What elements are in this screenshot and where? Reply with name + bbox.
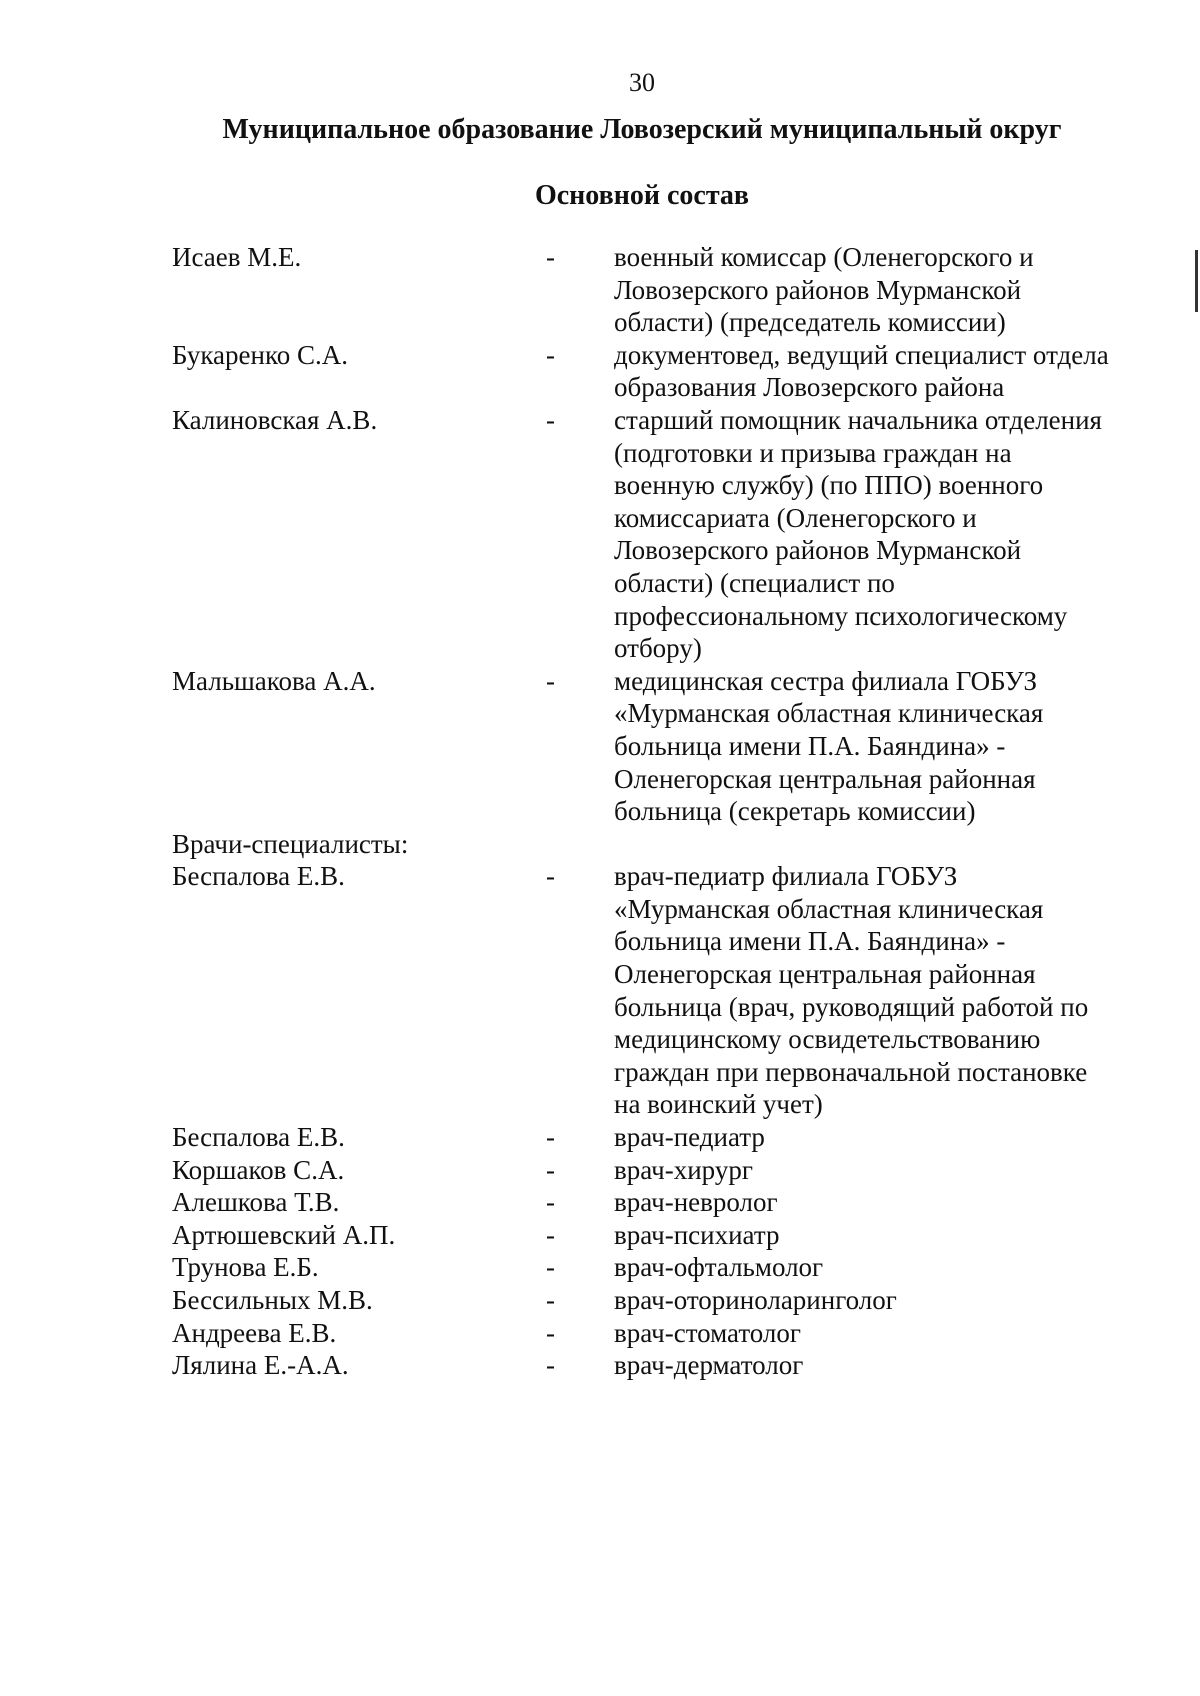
position-line: военную службу) (по ППО) военного xyxy=(614,470,1044,501)
position-line: медицинская сестра филиала ГОБУЗ xyxy=(614,665,1037,696)
position-line: Оленегорская центральная районная xyxy=(614,959,1036,990)
position-line: больница (секретарь комиссии) xyxy=(614,796,976,827)
member-name: Букаренко С.А. xyxy=(172,339,348,370)
member-row xyxy=(172,241,1172,339)
member-name: Лялина Е.-А.А. xyxy=(172,1350,349,1381)
member-position xyxy=(614,404,1172,665)
position-line: старший помощник начальника отделения xyxy=(614,404,1102,435)
position-line: «Мурманская областная клиническая xyxy=(614,893,1044,924)
document-title: Муниципальное образование Ловозерский муниципальный округ xyxy=(222,114,1062,145)
position-line: профессиональному психологическому xyxy=(614,600,1068,631)
doctor-row xyxy=(172,1121,1172,1154)
position-line: области) (председатель комиссии) xyxy=(614,307,1006,338)
position-line: (подготовки и призыва граждан на xyxy=(614,437,1012,468)
dash-separator: - xyxy=(546,1285,555,1315)
doctor-row xyxy=(172,1317,1172,1350)
member-position xyxy=(614,339,1172,404)
scan-edge-mark xyxy=(1195,250,1198,312)
position-line: на воинский учет) xyxy=(614,1089,823,1120)
dash-separator: - xyxy=(546,665,555,696)
member-name: Калиновская А.В. xyxy=(172,404,378,435)
member-name: Артюшевский А.П. xyxy=(172,1219,396,1250)
position-line: больница имени П.А. Баяндина» - xyxy=(614,730,1006,761)
member-position: врач-педиатр xyxy=(614,1122,765,1153)
member-position: врач-офтальмолог xyxy=(614,1252,824,1283)
member-row xyxy=(172,339,1172,404)
position-line: области) (специалист по xyxy=(614,567,895,598)
position-line: «Мурманская областная клиническая xyxy=(614,698,1044,729)
section-title: Основной состав xyxy=(534,180,750,211)
doctors-list xyxy=(172,1121,1172,1382)
position-line: Ловозерского районов Мурманской xyxy=(614,274,1022,305)
position-line: больница (врач, руководящий работой по xyxy=(614,991,1089,1022)
member-name: Трунова Е.Б. xyxy=(172,1252,319,1283)
position-line: Ловозерского районов Мурманской xyxy=(614,535,1022,566)
page-number: 30 xyxy=(629,68,655,97)
member-name: Беспалова Е.В. xyxy=(172,861,345,892)
member-position: врач-хирург xyxy=(614,1154,753,1185)
dash-separator: - xyxy=(546,861,555,892)
members-list xyxy=(172,241,1172,1382)
member-position: врач-дерматолог xyxy=(614,1350,804,1381)
doctor-row xyxy=(172,860,1172,1121)
position-line: больница имени П.А. Баяндина» - xyxy=(614,926,1006,957)
doctor-row xyxy=(172,1251,1172,1284)
member-name: Мальшакова А.А. xyxy=(172,665,376,696)
member-name: Коршаков С.А. xyxy=(172,1154,345,1185)
dash-separator: - xyxy=(546,1350,555,1381)
member-position: врач-оториноларинголог xyxy=(614,1285,897,1315)
position-line: документовед, ведущий специалист отдела xyxy=(614,339,1109,370)
position-line: граждан при первоначальной постановке xyxy=(614,1056,1088,1087)
member-position xyxy=(614,665,1172,828)
dash-separator: - xyxy=(546,1187,555,1218)
position-line: образования Ловозерского района xyxy=(614,372,1005,403)
member-name: Исаев М.Е. xyxy=(172,242,302,272)
dash-separator: - xyxy=(546,404,555,435)
member-position: врач-стоматолог xyxy=(614,1317,801,1348)
position-line: военный комиссар (Оленегорского и xyxy=(614,242,1034,272)
doctor-row xyxy=(172,1284,1172,1317)
dash-separator: - xyxy=(546,1219,555,1250)
member-row xyxy=(172,404,1172,665)
doctor-row xyxy=(172,1154,1172,1187)
member-position xyxy=(614,860,1172,1121)
dash-separator: - xyxy=(546,1317,555,1348)
member-row xyxy=(172,665,1172,828)
doctor-row xyxy=(172,1219,1172,1252)
dash-separator: - xyxy=(546,1252,555,1283)
dash-separator: - xyxy=(546,1122,555,1153)
position-line: Оленегорская центральная районная xyxy=(614,763,1036,794)
doctors-label: Врачи-специалисты: xyxy=(172,828,409,859)
lead-doctor xyxy=(172,860,1172,1121)
dash-separator: - xyxy=(546,339,555,370)
member-name: Андреева Е.В. xyxy=(172,1317,337,1348)
member-name: Бессильных М.В. xyxy=(172,1285,373,1315)
doctor-row xyxy=(172,1349,1172,1382)
dash-separator: - xyxy=(546,242,555,272)
position-line: врач-педиатр филиала ГОБУЗ xyxy=(614,861,958,892)
main-members xyxy=(172,241,1172,828)
position-line: комиссариата (Оленегорского и xyxy=(614,502,977,533)
member-name: Алешкова Т.В. xyxy=(172,1187,340,1218)
position-line: медицинскому освидетельствованию xyxy=(614,1024,1041,1055)
dash-separator: - xyxy=(546,1154,555,1185)
member-position: врач-психиатр xyxy=(614,1219,780,1250)
member-name: Беспалова Е.В. xyxy=(172,1122,345,1153)
position-line: отбору) xyxy=(614,633,702,664)
doctor-row xyxy=(172,1186,1172,1219)
member-position xyxy=(614,241,1172,339)
member-position: врач-невролог xyxy=(614,1187,778,1218)
